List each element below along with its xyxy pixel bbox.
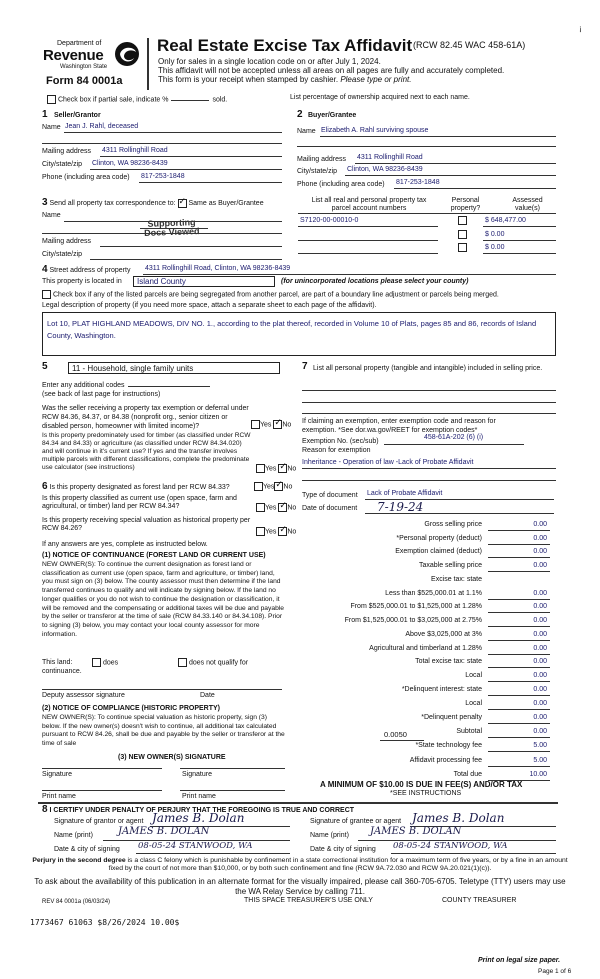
- tax-row-value[interactable]: 10.00: [529, 771, 547, 778]
- header-note-1: Only for sales in a single location code on or after July 1, 2024.: [158, 57, 381, 66]
- revenue-logo: [30, 40, 145, 100]
- tax-row-value[interactable]: 5.00: [533, 757, 547, 764]
- s6-q3-answer: Yes ✓ No: [256, 527, 296, 537]
- tax-row-value[interactable]: 0.00: [533, 728, 547, 735]
- personal-checkbox-3[interactable]: [458, 243, 467, 252]
- assessed-value-2[interactable]: $ 0.00: [485, 231, 505, 238]
- tax-row-label: Exemption claimed (deduct): [395, 548, 482, 555]
- receipt-stamp: 1773467 61063 $8/26/2024 10.00$: [30, 918, 180, 927]
- partial-sale-checkbox[interactable]: [47, 95, 56, 104]
- tax-row-value[interactable]: 0.00: [533, 714, 547, 721]
- parcel-number-1[interactable]: S7120-00-00010-0: [300, 217, 359, 224]
- notice-1-text: NEW OWNER(S): To continue the current designation as forest land or classification as current use (open space, farm and agriculture, or timber) land, you must sign on (3) below. The county assessor must then determine if the land transferred continues to qualify and will indicate by signing below. If the land no longer qualifies or you do not wish to continue the designation or classification, it will be removed and the compensating or additional taxes will be due and payable by the seller or transferor at the time of sale (RCW 84.33.140 or 84.34.108). Prior to signing (3) below, you may contact your local county assessor for more information.: [42, 561, 285, 638]
- s5-question-2: Is this property predominately used for timber (as classified under RCW 84.34 and 84.33) or agriculture (as classified under RCW 84.34.020) and will continue in it's current use? If yes and the transfer involves multiple parcels with different classifications, complete the predominate use calculator (see instructions): [42, 432, 251, 471]
- legal-description-box[interactable]: [42, 312, 556, 356]
- assessed-value-3[interactable]: $ 0.00: [485, 244, 505, 251]
- seller-name-field[interactable]: Jean J. Rahl, deceased: [65, 123, 139, 130]
- does-option: does: [92, 658, 118, 668]
- land-use-select[interactable]: 11 - Household, single family units: [68, 362, 280, 374]
- tax-row-value[interactable]: 0.00: [533, 686, 547, 693]
- reason-field[interactable]: Inheritance - Operation of law -Lack of Probate Affidavit: [302, 459, 474, 466]
- tax-row-value[interactable]: 0.00: [533, 562, 547, 569]
- logo-revenue: Revenue: [43, 47, 104, 64]
- tax-row-label: *Delinquent penalty: [421, 714, 482, 721]
- personal-checkbox-1[interactable]: [458, 216, 467, 225]
- does-checkbox[interactable]: [92, 658, 101, 667]
- grantor-date-label: Date & city of signing: [54, 846, 120, 853]
- s6-q2-no[interactable]: [278, 503, 287, 512]
- notice-3-title: (3) NEW OWNER(S) SIGNATURE: [118, 754, 226, 761]
- parcel-header: List all real and personal property tax parcel account numbers: [311, 197, 427, 213]
- s6-q1-answer: Yes✓ No: [254, 482, 292, 492]
- same-as-buyer-checkbox[interactable]: [178, 199, 187, 208]
- tax-row-label: Gross selling price: [424, 521, 482, 528]
- tax-row-label: From $525,000.01 to $1,525,000 at 1.28%: [350, 603, 482, 610]
- doc-date-field[interactable]: 7-19-24: [377, 500, 424, 514]
- form-number: Form 84 0001a: [46, 75, 123, 87]
- doc-date-label: Date of document: [302, 505, 358, 512]
- tax-row-value[interactable]: 0.00: [533, 535, 547, 542]
- seller-city-field[interactable]: Clinton, WA 98236-8439: [92, 160, 168, 167]
- buyer-name-label: Name: [297, 128, 316, 135]
- perjury-text: Perjury in the second degree is a class C felony which is punishable by confinement in a state correctional institution for a maximum term of five years, or by a fine in an amount fixed by the court of not more than $10,000, or by both such confinement and fine (RCW 9A.72.030 and RCW 9A.20.021(1)(c)).: [32, 857, 568, 873]
- section-5-num: 5: [42, 361, 48, 372]
- buyer-title: Buyer/Grantee: [308, 112, 357, 119]
- s6-q2-answer: Yes ✓ No: [256, 503, 296, 513]
- legal-label: Legal description of property (if you need more space, attach a separate sheet to each page of the affidavit).: [42, 302, 377, 309]
- assessed-value-1[interactable]: $ 648,477.00: [485, 217, 526, 224]
- tax-row-label: Subtotal: [456, 728, 482, 735]
- s5-q2-yes[interactable]: [256, 464, 265, 473]
- tax-row-label: Less than $525,000.01 at 1.1%: [385, 590, 482, 597]
- certify-text: 8 I CERTIFY UNDER PENALTY OF PERJURY THAT THE FOREGOING IS TRUE AND CORRECT: [42, 804, 355, 815]
- tax-row-label: Total excise tax: state: [415, 658, 482, 665]
- grantor-name-field[interactable]: JAMES B. DOLAN: [118, 826, 210, 837]
- corner-mark: ¡: [579, 24, 582, 33]
- county-treasurer: COUNTY TREASURER: [442, 897, 517, 904]
- grantor-name-label: Name (print): [54, 832, 93, 839]
- s6-q1-yes[interactable]: [254, 482, 263, 491]
- if-yes-note: If any answers are yes, complete as instructed below.: [42, 541, 208, 548]
- county-select[interactable]: Island County: [133, 276, 275, 287]
- tax-row-label: Agricultural and timberland at 1.28%: [369, 645, 482, 652]
- this-land-label: This land:: [42, 659, 73, 666]
- buyer-phone-label: Phone (including area code): [297, 181, 385, 188]
- seller-city-label: City/state/zip: [42, 161, 83, 168]
- grantor-sig-label: Signature of grantor or agent: [54, 818, 144, 825]
- alt-format-note: To ask about the availability of this publication in an alternate format for the visually impaired, please call 360-705-6705. Teletype (TTY) users may use the WA Relay Service by calling 711.: [34, 877, 566, 896]
- legal-description: Lot 10, PLAT HIGHLAND MEADOWS, DIV NO. 1., according to the plat thereof, recorded in Volume 10 of Plats, pages 85 and 86, records of Island County, Washington.: [47, 319, 537, 340]
- tax-city-label: City/state/zip: [42, 251, 83, 258]
- exemption-no-label: Exemption No. (sec/sub): [302, 438, 379, 445]
- tax-name-label: Name: [42, 212, 61, 219]
- grantee-name-field[interactable]: JAMES B. DOLAN: [370, 826, 462, 837]
- doc-type-field[interactable]: Lack of Probate Affidavit: [367, 490, 443, 497]
- header-note-3: This form is your receipt when stamped by cashier. Please type or print.: [158, 75, 412, 84]
- reason-label: Reason for exemption: [302, 447, 371, 454]
- deputy-date-label: Date: [200, 692, 215, 699]
- tax-row-label: Total due: [453, 771, 482, 778]
- exemption-no-field[interactable]: 458-61A-202 (6) (i): [424, 434, 484, 441]
- tax-row-value[interactable]: 0.00: [533, 548, 547, 555]
- list-pct-note: List percentage of ownership acquired next to each name.: [290, 94, 470, 101]
- minimum-note: A MINIMUM OF $10.00 IS DUE IN FEE(S) AND/OR TAX: [320, 780, 523, 789]
- s6-q2-yes[interactable]: [256, 503, 265, 512]
- tax-row-label: Taxable selling price: [418, 562, 482, 569]
- legal-paper-note: Print on legal size paper.: [478, 957, 561, 964]
- section-1-num: 1: [42, 109, 48, 120]
- tax-row-label: Above $3,025,000 at 3%: [405, 631, 482, 638]
- tax-row-value[interactable]: 0.00: [533, 700, 547, 707]
- local-rate: 0.0050: [384, 730, 407, 739]
- grantee-sig-label: Signature of grantee or agent: [310, 818, 402, 825]
- tax-row-value[interactable]: 0.00: [533, 672, 547, 679]
- not-qualify-option: does not qualify for: [178, 658, 248, 668]
- supporting-docs-stamp: Supporting Docs Viewed: [143, 217, 200, 238]
- tax-row-label: Excise tax: state: [431, 576, 482, 583]
- s6-q1: 6 Is this property designated as forest land per RCW 84.33?: [42, 481, 230, 492]
- s5-q2-answer: Yes ✓ No: [256, 464, 296, 474]
- seller-phone-label: Phone (including area code): [42, 174, 130, 181]
- header-note-2: This affidavit will not be accepted unless all areas on all pages are fully and accurately completed.: [158, 66, 505, 75]
- tax-row-label: Local: [465, 700, 482, 707]
- section-2-num: 2: [297, 109, 303, 120]
- tax-row-label: Local: [465, 672, 482, 679]
- treasurer-use-only: THIS SPACE TREASURER'S USE ONLY: [244, 897, 373, 904]
- seller-addr-label: Mailing address: [42, 148, 92, 155]
- s5-question-1: Was the seller receiving a property tax exemption or deferral under RCW 84.36, 84.37, or 84.38 (nonprofit org., senior citizen or disabled person, homeowner with limited income)?: [42, 405, 249, 430]
- seller-phone-field[interactable]: 817-253-1848: [141, 173, 185, 180]
- logo-state: Washington State: [60, 64, 108, 70]
- s6-q1-no[interactable]: [274, 482, 283, 491]
- buyer-addr-field[interactable]: 4311 Rollinghill Road: [357, 154, 423, 161]
- notice-2-text: NEW OWNER(S): To continue special valuation as historic property, sign (3) below. If the new owner(s) doesn't wish to continue, all additional tax calculated pursuant to RCW 84.26, shall be due and payable by the seller or transferor at the time of sale: [42, 714, 285, 748]
- page-number: Page 1 of 6: [538, 968, 572, 975]
- grantee-name-label: Name (print): [310, 832, 349, 839]
- tax-row-label: From $1,525,000.01 to $3,025,000 at 2.75%: [344, 617, 482, 624]
- s6-q3: Is this property receiving special valuation as historical property per RCW 84.26?: [42, 517, 251, 533]
- tax-row-value[interactable]: 0.00: [533, 658, 547, 665]
- notice-2-title: (2) NOTICE OF COMPLIANCE (HISTORIC PROPERTY): [42, 705, 220, 712]
- new-owner-print-2: Print name: [182, 793, 216, 800]
- codes-label-2: (see back of last page for instructions): [42, 391, 161, 398]
- tax-row-value[interactable]: 0.00: [533, 603, 547, 610]
- not-qualify-checkbox[interactable]: [178, 658, 187, 667]
- notice-1-title: (1) NOTICE OF CONTINUANCE (FOREST LAND OR CURRENT USE): [42, 552, 266, 559]
- continuance-label: continuance.: [42, 668, 82, 675]
- seller-addr-field[interactable]: 4311 Rollinghill Road: [102, 147, 168, 154]
- tax-row-label: Affidavit processing fee: [409, 757, 482, 764]
- tax-row-value[interactable]: 0.00: [533, 617, 547, 624]
- buyer-addr-label: Mailing address: [297, 156, 347, 163]
- tax-row-label: *Personal property (deduct): [396, 535, 482, 542]
- tax-row-value[interactable]: 5.00: [533, 742, 547, 749]
- deputy-sig-label: Deputy assessor signature: [42, 692, 125, 699]
- see-instructions: *SEE INSTRUCTIONS: [390, 790, 462, 797]
- buyer-name-field[interactable]: Elizabeth A. Rahl surviving spouse: [321, 127, 429, 134]
- tax-addr-label: Mailing address: [42, 238, 92, 245]
- s5-q1-answer: Yes ✓ No: [251, 420, 291, 430]
- section-4-street: 4 Street address of property: [42, 264, 131, 275]
- section-7-num: 7: [302, 361, 308, 372]
- segregate-row: Check box if any of the listed parcels are being segregated from another parcel, are part of a boundary line adjustment or parcels being merged.: [42, 290, 499, 300]
- s5-q1-yes[interactable]: [251, 420, 260, 429]
- assessed-header: Assessed value(s): [512, 197, 543, 213]
- page-title: Real Estate Excise Tax Affidavit: [157, 36, 413, 55]
- grantor-date-field[interactable]: 08-05-24 STANWOOD, WA: [138, 841, 253, 851]
- partial-sale-row: Check box if partial sale, indicate % sold.: [47, 95, 227, 105]
- s6-q3-no[interactable]: [278, 527, 287, 536]
- s5-q1-no[interactable]: [273, 420, 282, 429]
- new-owner-sig-1: Signature: [42, 771, 72, 778]
- codes-label: Enter any additional codes: [42, 382, 210, 390]
- tax-row-value[interactable]: 0.00: [533, 631, 547, 638]
- buyer-phone-field[interactable]: 817-253-1848: [396, 179, 440, 186]
- doc-type-label: Type of document: [302, 492, 358, 499]
- grantee-date-field[interactable]: 08-05-24 STANWOOD, WA: [393, 841, 508, 851]
- seller-title: Seller/Grantor: [54, 112, 101, 119]
- s6-q2: Is this property classified as current use (open space, farm and agricultural, or timber) land per RCW 84.34?: [42, 495, 237, 511]
- exemption-label: If claiming an exemption, enter exemption code and reason for exemption. *See dor.wa.gov/REET for exemption codes*: [302, 418, 496, 434]
- tax-row-value[interactable]: 0.00: [533, 645, 547, 652]
- buyer-city-field[interactable]: Clinton, WA 98236-8439: [347, 166, 423, 173]
- tax-row-label: *State technology fee: [415, 742, 482, 749]
- grantee-signature[interactable]: James B. Dolan: [412, 811, 505, 825]
- personal-header: Personal property?: [450, 197, 481, 213]
- located-in-label: This property is located in: [42, 278, 122, 285]
- personal-checkbox-2[interactable]: [458, 230, 467, 239]
- grantee-date-label: Date & city of signing: [310, 846, 376, 853]
- s5-q2-no[interactable]: [278, 464, 287, 473]
- property-address-field[interactable]: 4311 Rollinghill Road, Clinton, WA 98236-8439: [145, 265, 291, 272]
- personal-property-label: List all personal property (tangible and intangible) included in selling price.: [313, 365, 543, 372]
- tax-row-label: *Delinquent interest: state: [401, 686, 482, 693]
- rev-number: REV 84 0001a (06/03/24): [42, 899, 111, 905]
- tax-row-value[interactable]: 0.00: [533, 590, 547, 597]
- uninc-note: (for unincorporated locations please select your county): [281, 278, 469, 285]
- seller-name-label: Name: [42, 124, 61, 131]
- section-3-header: 3 Send all property tax correspondence to: ✓ Same as Buyer/Grantee: [42, 197, 264, 209]
- s6-q3-yes[interactable]: [256, 527, 265, 536]
- wa-state-icon: [112, 40, 144, 68]
- buyer-city-label: City/state/zip: [297, 168, 338, 175]
- segregate-checkbox[interactable]: [42, 290, 51, 299]
- grantor-signature[interactable]: James B. Dolan: [152, 811, 245, 825]
- rcw-ref: (RCW 82.45 WAC 458-61A): [413, 40, 526, 50]
- new-owner-print-1: Print name: [42, 793, 76, 800]
- tax-row-value[interactable]: 0.00: [533, 521, 547, 528]
- logo-dept: Department of: [57, 40, 102, 47]
- new-owner-sig-2: Signature: [182, 771, 212, 778]
